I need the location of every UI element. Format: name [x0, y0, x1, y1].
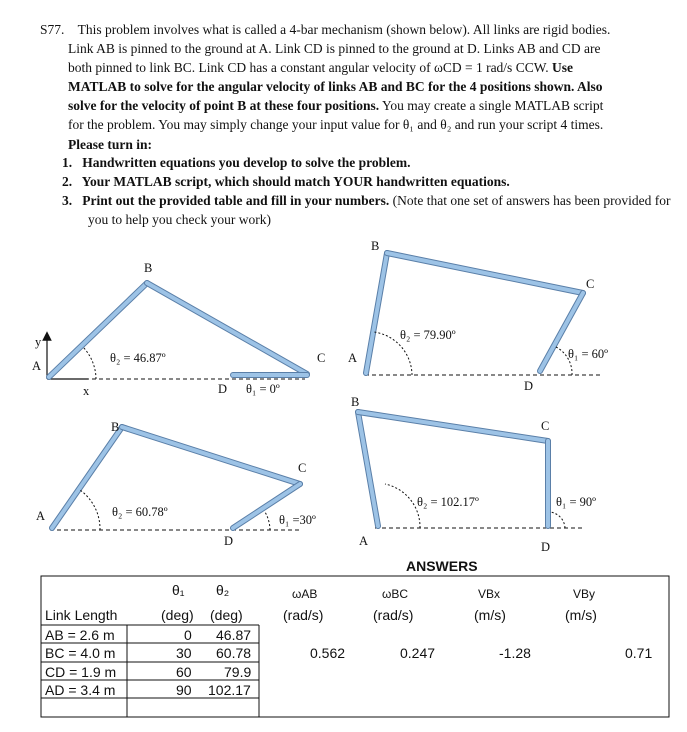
header-vby: VBy	[573, 587, 596, 601]
label-d: D	[224, 534, 234, 548]
problem-line-1: This problem involves what is called a 4-bar mechanism (shown below). All links are rigid bodies.	[77, 22, 611, 37]
header-rads1: (rad/s)	[283, 607, 324, 623]
cell-theta1: 0	[184, 627, 192, 643]
label-theta1: θ₁ = 90º	[556, 495, 597, 509]
label-theta1: θ₁ = 60º	[568, 347, 609, 361]
cell-theta1: 60	[176, 664, 192, 680]
label-a: A	[359, 534, 369, 548]
list-item-text: Handwritten equations you develop to solve the problem.	[82, 155, 411, 170]
list-item-number: 3.	[62, 193, 73, 208]
cell-vbx: -1.28	[499, 645, 531, 661]
problem-line-6: for the problem. You may simply change your input value for θ₁ and θ₂ and run your script 4 times.	[68, 117, 604, 133]
label-c: C	[541, 419, 550, 433]
header-deg2: (deg)	[210, 607, 243, 623]
label-y: y	[35, 335, 42, 349]
list-item-note: (Note that one set of answers has been provided for you to help you check your work)	[88, 193, 671, 227]
list-item-number: 2.	[62, 174, 73, 189]
label-x: x	[83, 384, 90, 398]
header-omega-ab: ωAB	[292, 587, 318, 601]
label-theta1: θ₁ = 0º	[246, 382, 280, 396]
label-a: A	[36, 509, 46, 523]
label-d: D	[541, 540, 551, 554]
header-ms2: (m/s)	[565, 607, 597, 623]
list-item-text: Your MATLAB script, which should match YOUR handwritten equations.	[81, 174, 510, 189]
cell-theta1: 30	[176, 645, 192, 661]
cell-link: CD = 1.9 m	[45, 664, 117, 680]
header-omega-bc: ωBC	[382, 587, 409, 601]
label-b: B	[371, 239, 380, 253]
label-b: B	[351, 395, 360, 409]
problem-line-3: both pinned to link BC. Link CD has a constant angular velocity of ωCD = 1 rad/s CCW.	[68, 60, 549, 76]
cell-omega-bc: 0.247	[400, 645, 436, 661]
label-b: B	[144, 261, 153, 275]
cell-theta1: 90	[176, 682, 192, 698]
label-b: B	[111, 420, 120, 434]
problem-line-7: Please turn in:	[68, 136, 152, 152]
problem-line-5: solve for the velocity of point B at these four positions.	[68, 98, 380, 114]
label-a: A	[348, 351, 358, 365]
list-item-text: Print out the provided table and fill in your numbers.	[82, 193, 390, 208]
problem-line-3b: Use	[551, 60, 573, 76]
cell-link: AD = 3.4 m	[45, 682, 116, 698]
header-theta2: θ₂	[216, 582, 230, 598]
cell-vby: 0.71	[625, 645, 653, 661]
label-theta2: θ₂ = 46.87º	[110, 351, 166, 365]
cell-theta2: 60.78	[216, 645, 252, 661]
cell-theta2: 79.9	[224, 664, 252, 680]
label-theta2: θ₂ = 79.90º	[400, 328, 456, 342]
cell-theta2: 102.17	[208, 682, 251, 698]
label-c: C	[317, 351, 326, 365]
problem-line-4: MATLAB to solve for the angular velocity of links AB and BC for the 4 positions shown. Also	[68, 79, 603, 95]
label-d: D	[524, 379, 534, 393]
header-deg1: (deg)	[161, 607, 194, 623]
list-item-number: 1.	[62, 155, 73, 170]
header-rads2: (rad/s)	[373, 607, 414, 623]
cell-link: BC = 4.0 m	[45, 645, 116, 661]
problem-number: S77.	[40, 22, 65, 37]
problem-line-5b: You may create a single MATLAB script	[382, 98, 604, 114]
header-theta1: θ₁	[172, 582, 185, 598]
problem-line-2: Link AB is pinned to the ground at A. Link CD is pinned to the ground at D. Links AB and CD are	[68, 41, 601, 57]
label-theta1: θ₁ =30º	[279, 513, 316, 527]
label-theta2: θ₂ = 60.78º	[112, 505, 168, 519]
header-vbx: VBx	[478, 587, 501, 601]
header-ms1: (m/s)	[474, 607, 506, 623]
answers-title: ANSWERS	[406, 558, 478, 574]
label-theta2: θ₂ = 102.17º	[417, 495, 479, 509]
header-link-length: Link Length	[45, 607, 118, 623]
label-c: C	[298, 461, 307, 475]
cell-link: AB = 2.6 m	[45, 627, 115, 643]
cell-omega-ab: 0.562	[310, 645, 346, 661]
label-a: A	[32, 359, 42, 373]
label-d: D	[218, 382, 228, 396]
label-c: C	[586, 277, 595, 291]
cell-theta2: 46.87	[216, 627, 252, 643]
